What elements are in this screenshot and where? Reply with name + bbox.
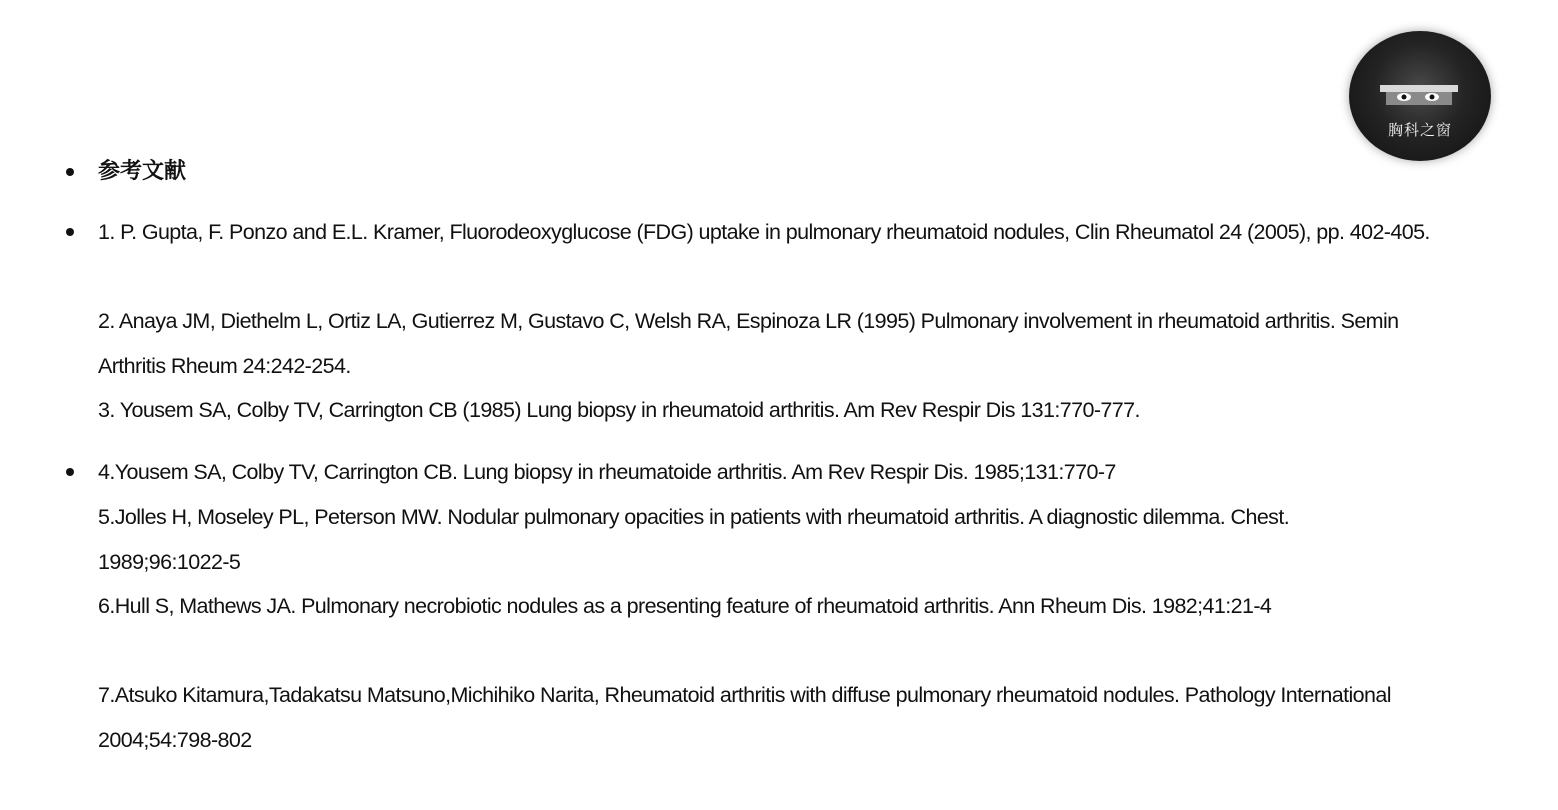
logo-label: 胸科之窗 bbox=[1387, 121, 1452, 139]
reference-2: 2. Anaya JM, Diethelm L, Ortiz LA, Gutierrez M, Gustavo C, Welsh RA, Espinoza LR (1995) Pulmonary involvement in rheumatoid arthritis. Semin Arthritis Rheum 24:242-254. bbox=[98, 309, 1399, 378]
bullet-group-1 bbox=[66, 228, 74, 236]
reference-3: 3. Yousem SA, Colby TV, Carrington CB (1985) Lung biopsy in rheumatoid arthritis. Am Rev Respir Dis 131:770-777. bbox=[98, 398, 1140, 422]
logo-badge bbox=[1349, 31, 1491, 161]
reference-5: 5.Jolles H, Moseley PL, Peterson MW. Nodular pulmonary opacities in patients with rheumatoid arthritis. A diagnostic dilemma. Chest. 1989;96:1022-5 bbox=[98, 505, 1290, 574]
bullet-group-2 bbox=[66, 468, 74, 476]
reference-7: 7.Atsuko Kitamura,Tadakatsu Matsuno,Michihiko Narita, Rheumatoid arthritis with diffuse pulmonary rheumatoid nodules. Pathology International 2004;54:798-802 bbox=[98, 683, 1391, 752]
references-heading: 参考文献 bbox=[98, 159, 187, 184]
reference-4: 4.Yousem SA, Colby TV, Carrington CB. Lung biopsy in rheumatoide arthritis. Am Rev Respir Dis. 1985;131:770-7 bbox=[98, 460, 1116, 484]
portrait-icon bbox=[1380, 81, 1458, 105]
bullet-heading bbox=[66, 168, 74, 176]
reference-1: 1. P. Gupta, F. Ponzo and E.L. Kramer, Fluorodeoxyglucose (FDG) uptake in pulmonary rheumatoid nodules, Clin Rheumatol 24 (2005), pp. 402-405. bbox=[98, 220, 1430, 244]
reference-6: 6.Hull S, Mathews JA. Pulmonary necrobiotic nodules as a presenting feature of rheumatoid arthritis. Ann Rheum Dis. 1982;41:21-4 bbox=[98, 594, 1272, 618]
